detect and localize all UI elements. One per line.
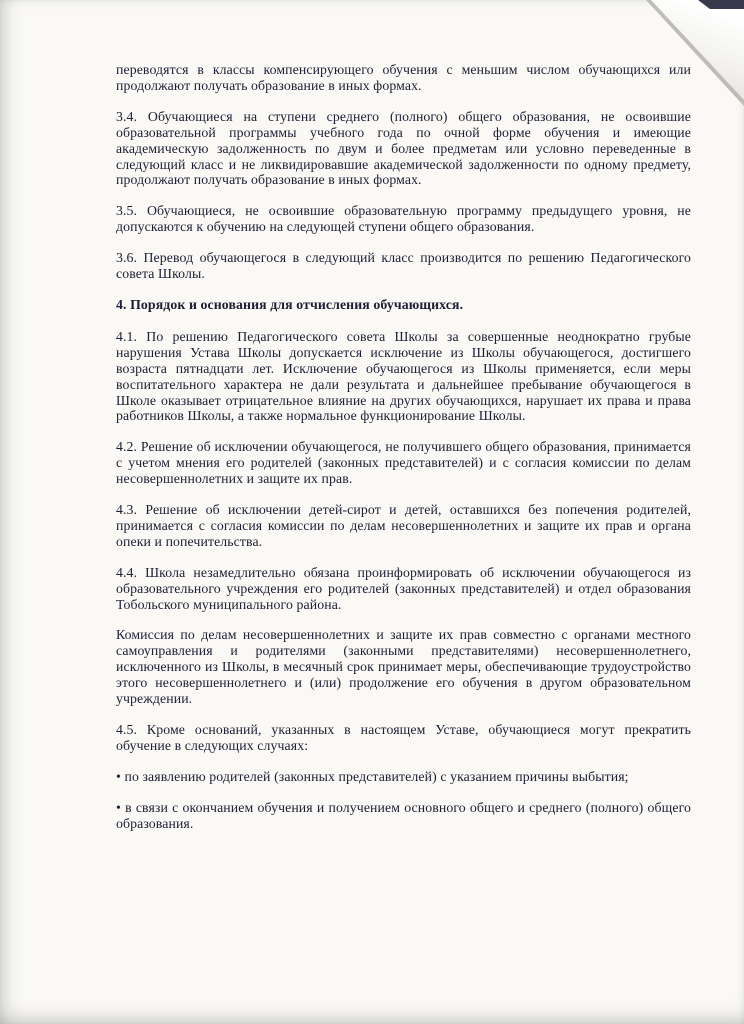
paragraph-4-3: 4.3. Решение об исключении детей-сирот и детей, оставшихся без попечения родителей, принимается с согласия комиссии по делам несовершеннолетних и защите их прав и органа опеки и попечительства. — [116, 502, 691, 549]
paragraph-4-5: 4.5. Кроме оснований, указанных в настоящем Уставе, обучающиеся могут прекратить обучение в следующих случаях: — [116, 722, 691, 753]
document-content — [116, 62, 691, 847]
section-heading-4: 4. Порядок и основания для отчисления обучающихся. — [116, 296, 464, 312]
paragraph-3-6: 3.6. Перевод обучающегося в следующий класс производится по решению Педагогического совета Школы. — [116, 250, 691, 282]
paragraph-4-2: 4.2. Решение об исключении обучающегося, не получившего общего образования, принимается с учетом мнения его родителей (законных представителей) и с согласия комиссии по делам несовершеннолетних и защите их прав. — [116, 439, 691, 487]
bullet-exit-by-completion: • в связи с окончанием обучения и получением основного общего и среднего (полного) общего образования. — [116, 799, 691, 831]
bullet-exit-by-parents-request: • по заявлению родителей (законных представителей) с указанием причины выбытия; — [116, 768, 629, 784]
paragraph-4-4: 4.4. Школа незамедлительно обязана проинформировать об исключении обучающегося из образовательного учреждения его родителей (законных представителей) и отдел образования Тобольского муниципального района. — [116, 564, 691, 612]
paragraph-3-5: 3.5. Обучающиеся, не освоившие образовательную программу предыдущего уровня, не допускаются к обучению на следующей ступени общего образования. — [116, 203, 691, 235]
paragraph-4-1: 4.1. По решению Педагогического совета Школы за совершенные неоднократно грубые нарушения Устава Школы допускается исключение из Школы обучающегося, достигшего возраста пятнадцати лет. Исключение обучающегося из Школы применяется, если меры воспитательного характера не дали результата и дальнейшее пребывание обучающегося в Школе оказывает отрицательное влияние на других обучающихся, нарушает их права и права работников Школы, а также нормальное функционирование Школы. — [116, 328, 691, 424]
paragraph-continuation: переводятся в классы компенсирующего обучения с меньшим числом обучающихся или продолжают получать образование в иных формах. — [116, 62, 691, 93]
paragraph-commission: Комиссия по делам несовершеннолетних и защите их прав совместно с органами местного самоуправления и родителями (законными представителями) несовершеннолетнего, исключенного из Школы, в месячный срок принимает меры, обеспечивающие трудоустройство этого несовершеннолетнего и (или) продолжение его обучения в другом образовательном учреждении. — [116, 627, 691, 707]
paragraph-3-4: 3.4. Обучающиеся на ступени среднего (полного) общего образования, не освоившие образовательной программы учебного года по очной форме обучения и имеющие академическую задолженность по двум и более предметам или условно переведенные в следующий класс и не ликвидировавшие академической задолженности по одному предмету, продолжают получать образование в иных формах. — [116, 108, 691, 188]
